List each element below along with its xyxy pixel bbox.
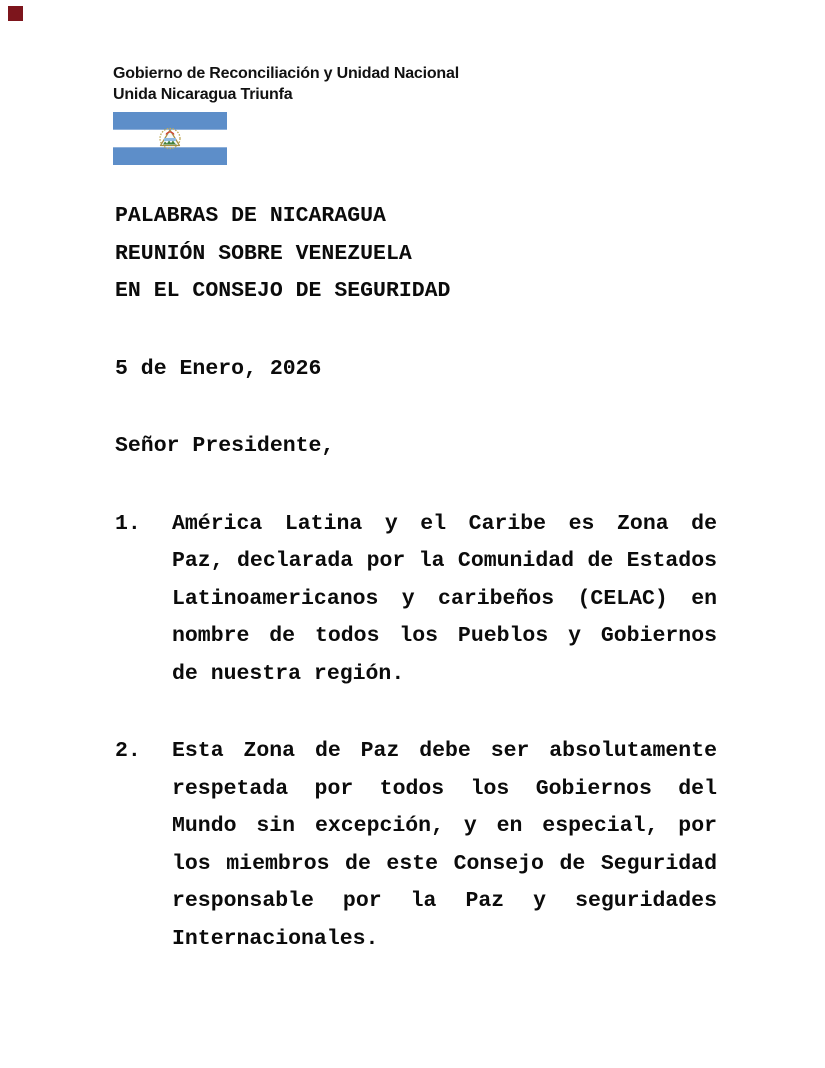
paragraph-line: Latinoamericanos y caribeños (CELAC) en (172, 586, 717, 611)
paragraph-line: Paz, declarada por la Comunidad de Estados (172, 549, 717, 573)
doc-date: 5 de Enero, 2026 (115, 356, 322, 381)
document-body (115, 198, 717, 958)
paragraph-line: los miembros de este Consejo de Seguridad (172, 851, 717, 876)
paragraph-line: de nuestra región. (172, 661, 405, 686)
doc-title-line: EN EL CONSEJO DE SEGURIDAD (115, 279, 451, 303)
nicaragua-flag-image (113, 112, 227, 165)
nicaragua-flag (113, 112, 227, 165)
doc-title-line: REUNIÓN SOBRE VENEZUELA (115, 241, 412, 266)
paragraph-line: América Latina y el Caribe es Zona de (172, 511, 717, 536)
doc-title-line: PALABRAS DE NICARAGUA (115, 204, 386, 228)
paragraph-line: Esta Zona de Paz debe ser absolutamente (172, 739, 717, 763)
paragraph-2 (115, 733, 717, 958)
paragraph-line: Mundo sin excepción, y en especial, por (172, 814, 717, 838)
letterhead-line1: Gobierno de Reconciliación y Unidad Nacional (113, 65, 459, 82)
paragraph-line: responsable por la Paz y seguridades (172, 889, 717, 913)
corner-red-square (8, 6, 23, 21)
letterhead-line2: Unida Nicaragua Triunfa (113, 85, 293, 103)
paragraph-number: 2. (115, 739, 141, 763)
paragraph-1 (115, 506, 717, 694)
paragraph-number: 1. (115, 511, 141, 536)
letterhead (113, 64, 459, 105)
paragraph-line: Internacionales. (172, 926, 379, 951)
paragraph-line: respetada por todos los Gobiernos del (172, 776, 717, 801)
doc-salutation: Señor Presidente, (115, 434, 335, 458)
paragraph-line: nombre de todos los Pueblos y Gobiernos (172, 624, 717, 648)
